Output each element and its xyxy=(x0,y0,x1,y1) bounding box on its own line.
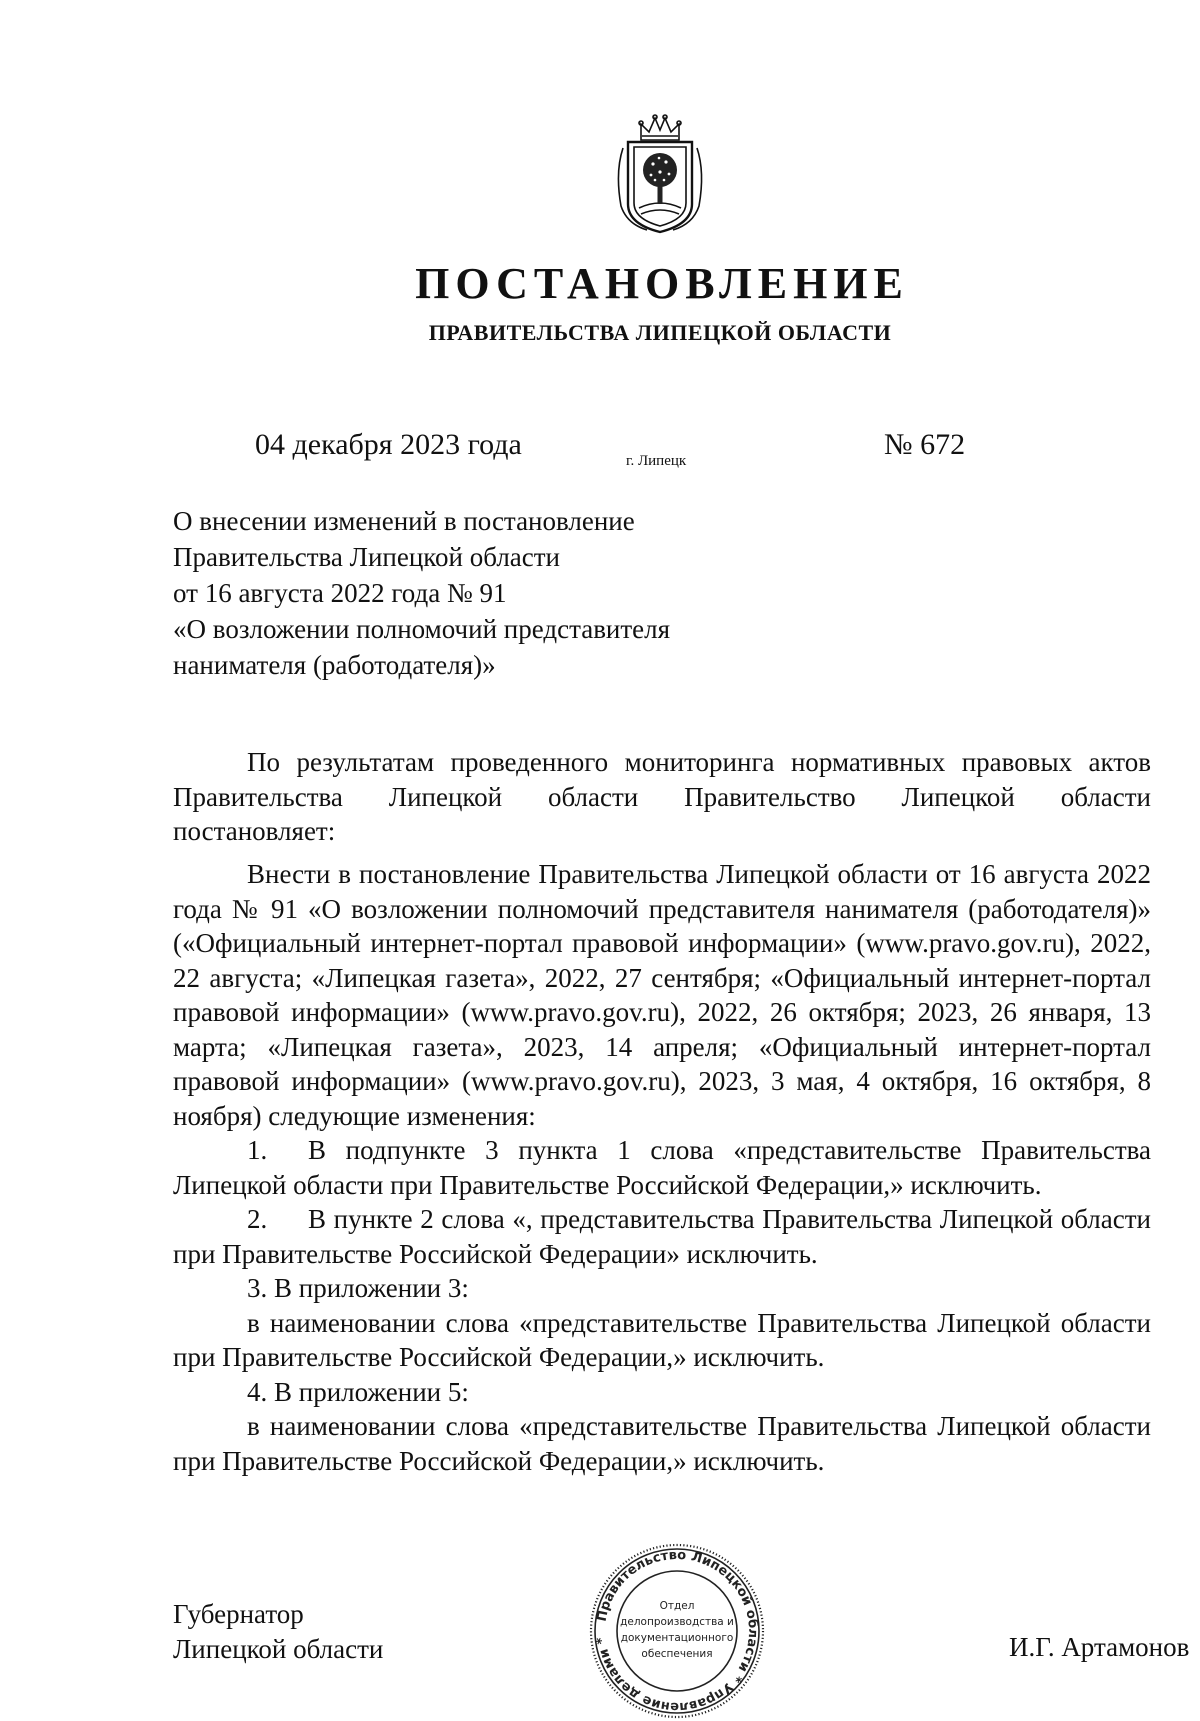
amendment-item-4: 4. В приложении 5: xyxy=(247,1376,469,1407)
document-number: № 672 xyxy=(884,428,966,461)
heading-line: О внесении изменений в постановление xyxy=(173,506,635,536)
signatory-position xyxy=(173,1597,383,1667)
signatory-name: И.Г. Артамонов xyxy=(1009,1632,1190,1662)
preamble-line: Правительства Липецкой области Правительство Липецкой области xyxy=(173,781,1151,812)
amendment-item-2 xyxy=(173,1202,1151,1271)
signatory-position-line: Липецкой области xyxy=(173,1634,384,1664)
document-heading xyxy=(173,503,670,683)
item-text: В подпункте 3 пункта 1 слова «представительстве Правительства Липецкой области при Правительстве Российской Федерации,» исключить. xyxy=(173,1135,1151,1200)
heading-line: Правительства Липецкой области xyxy=(173,542,561,572)
item-number: 1. xyxy=(247,1135,268,1165)
seal-center-line: делопроизводства и xyxy=(620,1616,734,1628)
amendment-item-4-text: в наименовании слова «представительстве Правительства Липецкой области при Правительстве Российской Федерации,» исключить. xyxy=(173,1411,1151,1476)
amendment-item-1 xyxy=(173,1133,1151,1202)
seal-center-line: Отдел xyxy=(659,1600,695,1612)
amendment-item-3-text: в наименовании слова «представительстве Правительства Липецкой области при Правительстве Российской Федерации,» исключить. xyxy=(173,1307,1151,1372)
amendment-paragraph: Внести в постановление Правительства Липецкой области от 16 августа 2022 года № 91 «О возложении полномочий представителя нанимателя (работодателя)» («Официальный интернет-портал правовой информации» (www.pravo.gov.ru), 2022, 22 августа; «Липецкая газета», 2022, 27 сентября; «Официальный интернет-портал правовой информации» (www.pravo.gov.ru), 2022, 26 октября; 2023, 26 января, 13 марта; «Липецкая газета», 2023, 14 апреля; «Официальный интернет-портал правовой информации» (www.pravo.gov.ru), 2023, 3 мая, 4 октября, 16 октября, 8 ноября) следующие изменения: xyxy=(173,859,1151,1131)
amendment-item-3: 3. В приложении 3: xyxy=(247,1273,469,1303)
item-text: В пункте 2 слова «, представительства Правительства Липецкой области при Правительстве Российской Федерации» исключить. xyxy=(173,1204,1151,1269)
document-date: 04 декабря 2023 года xyxy=(255,428,522,461)
seal-ring-text: Правительство Липецкой области * Управление делами * xyxy=(594,1547,761,1715)
signatory-position-line: Губернатор xyxy=(173,1599,304,1629)
coat-of-arms-icon xyxy=(611,112,709,238)
heading-line: нанимателя (работодателя)» xyxy=(173,650,496,680)
seal-center-line: обеспечения xyxy=(641,1648,713,1660)
preamble-paragraph xyxy=(173,745,1151,849)
heading-line: от 16 августа 2022 года № 91 xyxy=(173,578,507,608)
item-number: 2. xyxy=(247,1204,268,1234)
document-body xyxy=(173,857,1151,1478)
seal-center-line: документационного xyxy=(620,1632,734,1644)
preamble-line: По результатам проведенного мониторинга нормативных правовых актов xyxy=(247,747,1151,777)
official-seal-icon xyxy=(587,1541,767,1721)
document-city: г. Липецк xyxy=(626,453,687,469)
document-title: ПОСТАНОВЛЕНИЕ xyxy=(415,259,909,308)
preamble-line: постановляет: xyxy=(173,816,336,846)
heading-line: «О возложении полномочий представителя xyxy=(173,614,671,644)
document-subtitle: ПРАВИТЕЛЬСТВА ЛИПЕЦКОЙ ОБЛАСТИ xyxy=(428,320,892,345)
